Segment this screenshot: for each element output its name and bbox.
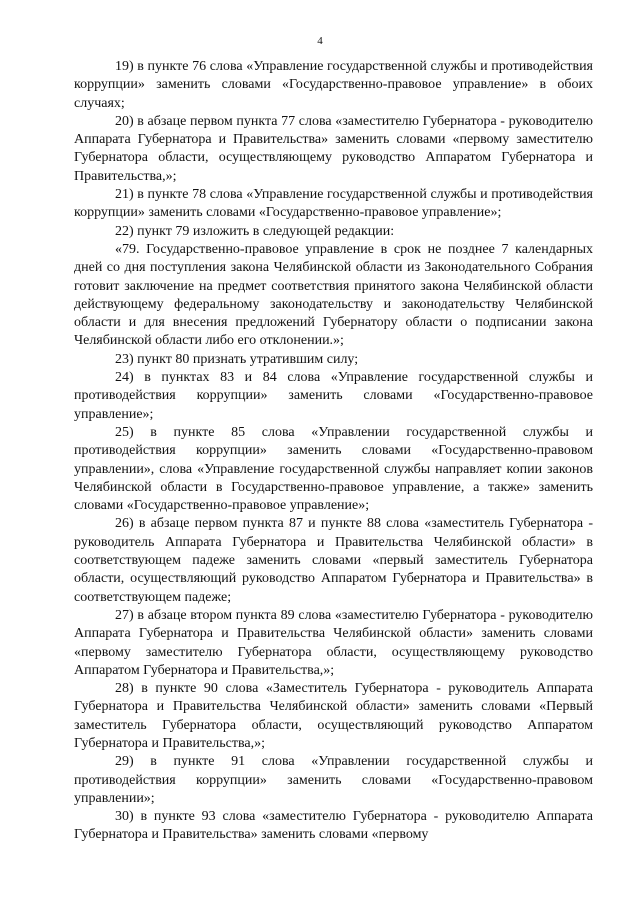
paragraph-item-22: 22) пункт 79 изложить в следующей редакции:: [115, 223, 395, 239]
page-number: 4: [317, 35, 323, 47]
paragraph-item-27: 27) в абзаце втором пункта 89 слова «заместителю Губернатора - руководителю Аппарата Губернатора и Правительства Челябинской области» заменить словами «первому заместителю Губернатора области, осуществляющему руководство Аппаратом Губернатора и Правительства,»;: [74, 607, 593, 678]
paragraph-item-20: 20) в абзаце первом пункта 77 слова «заместителю Губернатора - руководителю Аппарата Губернатора и Правительства» заменить словами «первому заместителю Губернатора области, осуществляющему руководство Аппаратом Губернатора и Правительства,»;: [74, 113, 593, 184]
paragraph-item-23: 23) пункт 80 признать утратившим силу;: [115, 351, 359, 367]
paragraph-item-30: 30) в пункте 93 слова «заместителю Губернатора - руководителю Аппарата Губернатора и Правительства» заменить словами «первому: [74, 809, 593, 843]
paragraph-item-24: 24) в пунктах 83 и 84 слова «Управление государственной службы и противодействия коррупции» заменить словами «Государственно-правовое управление»;: [74, 370, 593, 422]
paragraph-item-26: 26) в абзаце первом пункта 87 и пункте 88 слова «заместитель Губернатора - руководитель Аппарата Губернатора и Правительства Челябинской области» в соответствующем падеже заменить словами «первый заместитель Губернатора области, осуществляющий руководство Аппаратом Губернатора и Правительства» в соответствующем падеже;: [74, 516, 593, 605]
paragraph-item-28: 28) в пункте 90 слова «Заместитель Губернатора - руководитель Аппарата Губернатора и Правительства Челябинской области» заменить словами «Первый заместитель Губернатора области, осуществляющий руководство Аппаратом Губернатора и Правительства,»;: [74, 681, 593, 751]
paragraph-item-21: 21) в пункте 78 слова «Управление государственной службы и противодействия коррупции» заменить словами «Государственно-правовое управление»;: [74, 187, 593, 221]
paragraph-item-19: 19) в пункте 76 слова «Управление государственной службы и противодействия коррупции» заменить словами «Государственно-правовое управление» в обоих случаях;: [74, 59, 593, 111]
paragraph-item-25: 25) в пункте 85 слова «Управлении государственной службы и противодействия коррупции» заменить словами «Государственно-правовом управлении», слова «Управление государственной службы направляет копии законов Челябинской области в Государственно-правовое управление, а также» заменить словами «Государственно-правовое управление»;: [74, 424, 593, 514]
paragraph-quoted-79: «79. Государственно-правовое управление в срок не позднее 7 календарных дней со дня поступления закона Челябинской области из Законодательного Собрания готовит заключение на предмет соответствия принятого закона Челябинской области действующему федеральному законодательству и законодательству Челябинской области и для внесения предложений Губернатору области о подписании закона Челябинской области либо его отклонении.»;: [74, 241, 593, 349]
paragraph-item-29: 29) в пункте 91 слова «Управлении государственной службы и противодействия коррупции» заменить словами «Государственно-правовом управлении»;: [74, 754, 593, 806]
document-body: [74, 58, 593, 845]
